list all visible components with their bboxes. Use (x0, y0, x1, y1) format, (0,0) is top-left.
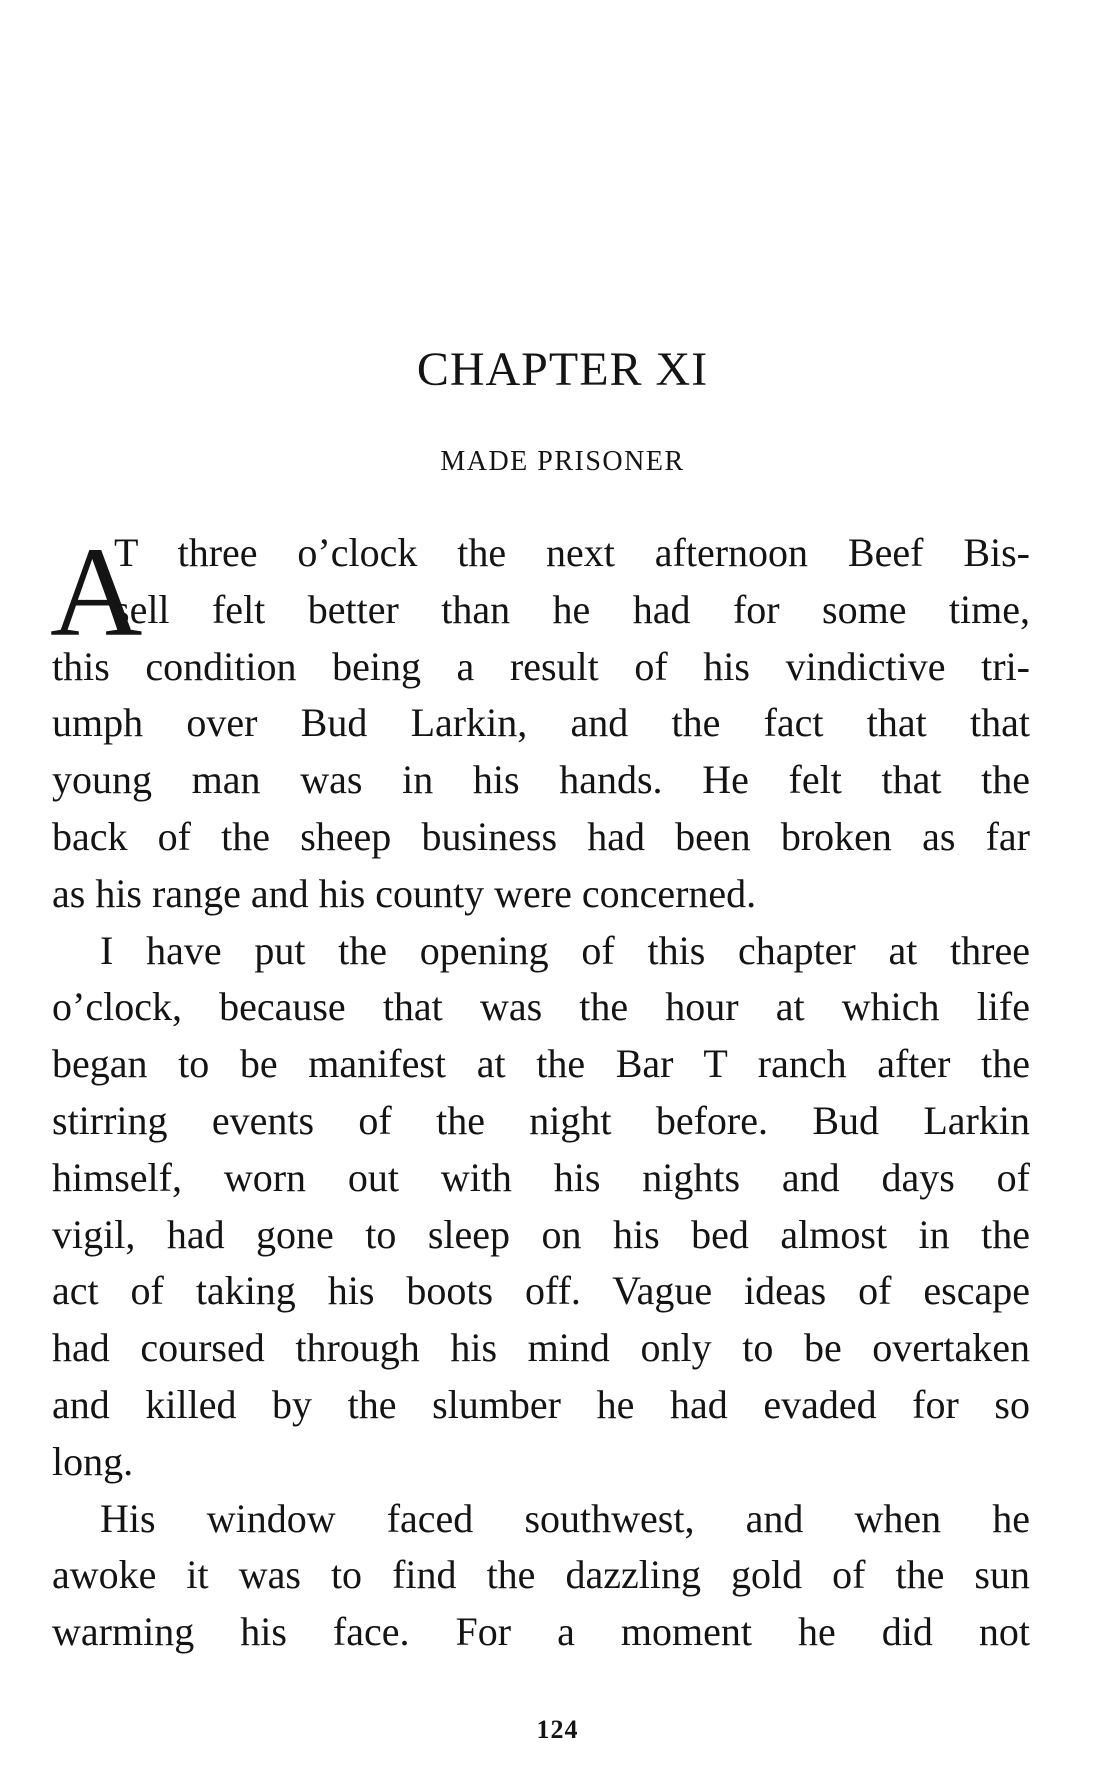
text-line: stirring events of the night before. Bud Larkin (52, 1097, 1030, 1143)
text-line: this condition being a result of his vindictive tri- (52, 643, 1030, 689)
text-line: had coursed through his mind only to be overtaken (52, 1325, 1030, 1371)
page-number: 124 (536, 1715, 579, 1744)
text-line: His window faced southwest, and when he (100, 1495, 1030, 1541)
text-line: as his range and his county were concerned. (52, 870, 757, 916)
text-line: warming his face. For a moment he did not (52, 1609, 1030, 1655)
body-text (50, 521, 1030, 1661)
text-line: sell felt better than he had for some time, (114, 586, 1030, 632)
text-line: long. (52, 1438, 134, 1484)
text-line: back of the sheep business had been broken as far (52, 813, 1030, 859)
chapter-title: CHAPTER XI (416, 343, 709, 396)
drop-cap: A (50, 521, 143, 663)
text-line: young man was in his hands. He felt that the (52, 757, 1030, 803)
text-line: umph over Bud Larkin, and the fact that that (52, 700, 1030, 746)
text-line: o’clock, because that was the hour at which life (52, 984, 1030, 1030)
text-line: himself, worn out with his nights and days of (52, 1154, 1030, 1200)
text-line: began to be manifest at the Bar T ranch after the (52, 1041, 1030, 1087)
text-line: and killed by the slumber he had evaded for so (52, 1381, 1030, 1427)
chapter-subtitle: MADE PRISONER (440, 446, 685, 477)
text-line: awoke it was to find the dazzling gold of the sun (52, 1552, 1030, 1598)
text-line: act of taking his boots off. Vague ideas of escape (52, 1268, 1030, 1314)
text-line: vigil, had gone to sleep on his bed almost in the (52, 1211, 1030, 1257)
text-line: T three o’clock the next afternoon Beef Bis- (114, 530, 1030, 575)
text-line: I have put the opening of this chapter at three (100, 927, 1030, 973)
